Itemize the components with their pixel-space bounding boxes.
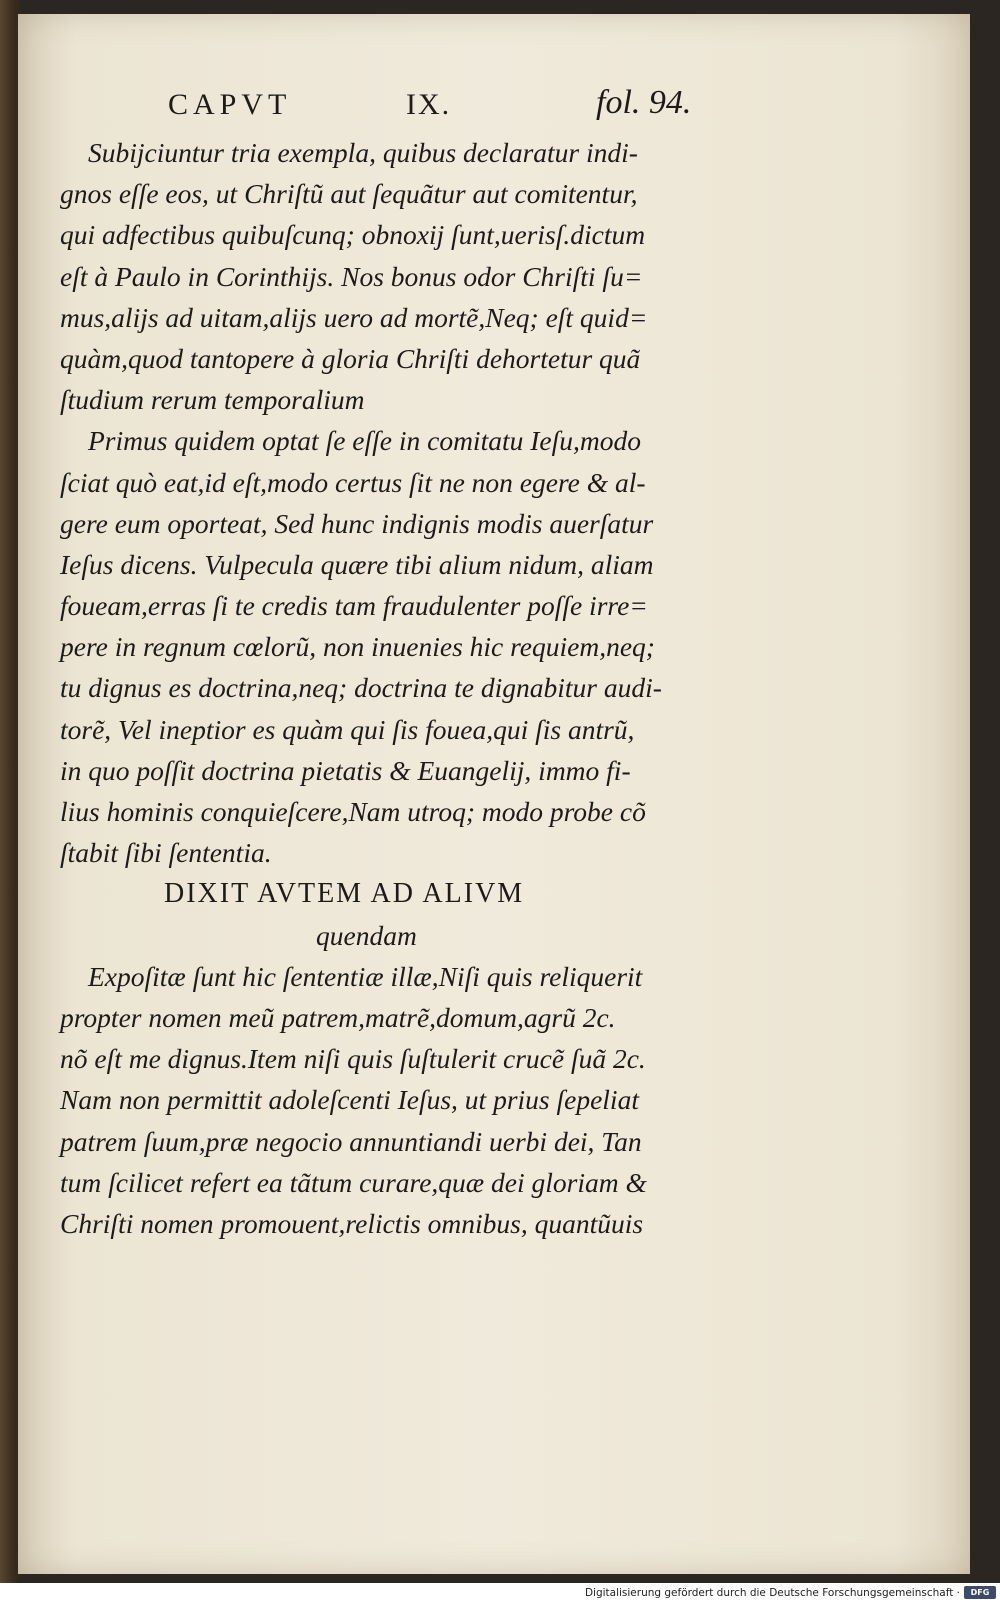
- text-line: ſtabit ſibi ſententia.: [60, 837, 272, 869]
- running-head-chapter-number: IX.: [406, 88, 452, 121]
- folio-number: fol. 94.: [596, 84, 692, 121]
- text-line: Expoſitæ ſunt hic ſententiæ illæ,Niſi quis reliquerit: [88, 960, 643, 992]
- dfg-logo: DFG: [964, 1586, 996, 1599]
- text-line: mus,alijs ad uitam,alijs uero ad mortẽ,Neq; eſt quid=: [60, 301, 648, 333]
- text-line: propter nomen meũ patrem,matrẽ,domum,agrũ 2c.: [60, 1001, 616, 1033]
- text-line: gere eum oporteat, Sed hunc indignis modis auerſatur: [60, 507, 654, 539]
- text-line: Ieſus dicens. Vulpecula quære tibi alium nidum, aliam: [60, 548, 654, 580]
- running-head-caput: CAPVT: [168, 88, 292, 121]
- text-line: quàm,quod tantopere à gloria Chriſti dehortetur quã: [60, 342, 641, 374]
- text-line: qui adfectibus quibuſcunq; obnoxij ſunt,uerisſ.dictum: [60, 219, 646, 251]
- section-heading-subline: quendam: [316, 919, 417, 951]
- text-line: tu dignus es doctrina,neq; doctrina te dignabitur audi-: [60, 672, 662, 704]
- text-line: ſciat quò eat,id eſt,modo certus ſit ne non egere & al-: [60, 466, 646, 498]
- text-line: Primus quidem optat ſe eſſe in comitatu Ieſu,modo: [88, 425, 641, 457]
- section-heading: DIXIT AVTEM AD ALIVM: [164, 878, 525, 910]
- text-line: foueam,erras ſi te credis tam fraudulenter poſſe irre=: [60, 590, 648, 622]
- text-line: Subijciuntur tria exempla, quibus declaratur indi-: [88, 137, 638, 168]
- text-line: in quo poſſit doctrina pietatis & Euangelij, immo fi-: [60, 754, 631, 786]
- text-line: Nam non permittit adoleſcenti Ieſus, ut prius ſepeliat: [60, 1084, 639, 1116]
- funding-credit: Digitalisierung gefördert durch die Deutsche Forschungsgemeinschaft ·: [584, 1587, 960, 1599]
- running-head: [148, 82, 728, 126]
- text-line: lius hominis conquieſcere,Nam utroq; modo probe cõ: [60, 796, 646, 827]
- text-line: torẽ, Vel ineptior es quàm qui ſis fouea,qui ſis antrũ,: [60, 713, 635, 745]
- text-line: ſtudium rerum temporalium: [60, 384, 365, 416]
- text-line: nõ eſt me dignus.Item niſi quis ſuſtulerit crucẽ ſuã 2c.: [60, 1043, 646, 1075]
- digitization-footer: [0, 1583, 1000, 1603]
- paper-page: [18, 14, 970, 1574]
- text-line: tum ſcilicet refert ea tãtum curare,quæ dei gloriam &: [60, 1166, 647, 1198]
- text-line: Chriſti nomen promouent,relictis omnibus, quantũuis: [60, 1207, 644, 1239]
- text-line: gnos eſſe eos, ut Chriſtũ aut ſequãtur aut comitentur,: [60, 178, 638, 210]
- text-line: pere in regnum cœlorũ, non inuenies hic requiem,neq;: [60, 631, 655, 663]
- page-text: [60, 132, 740, 1244]
- text-line: patrem ſuum,præ negocio annuntiandi uerbi dei, Tan: [60, 1125, 642, 1157]
- text-line: eſt à Paulo in Corinthijs. Nos bonus odor Chriſti ſu=: [60, 260, 643, 292]
